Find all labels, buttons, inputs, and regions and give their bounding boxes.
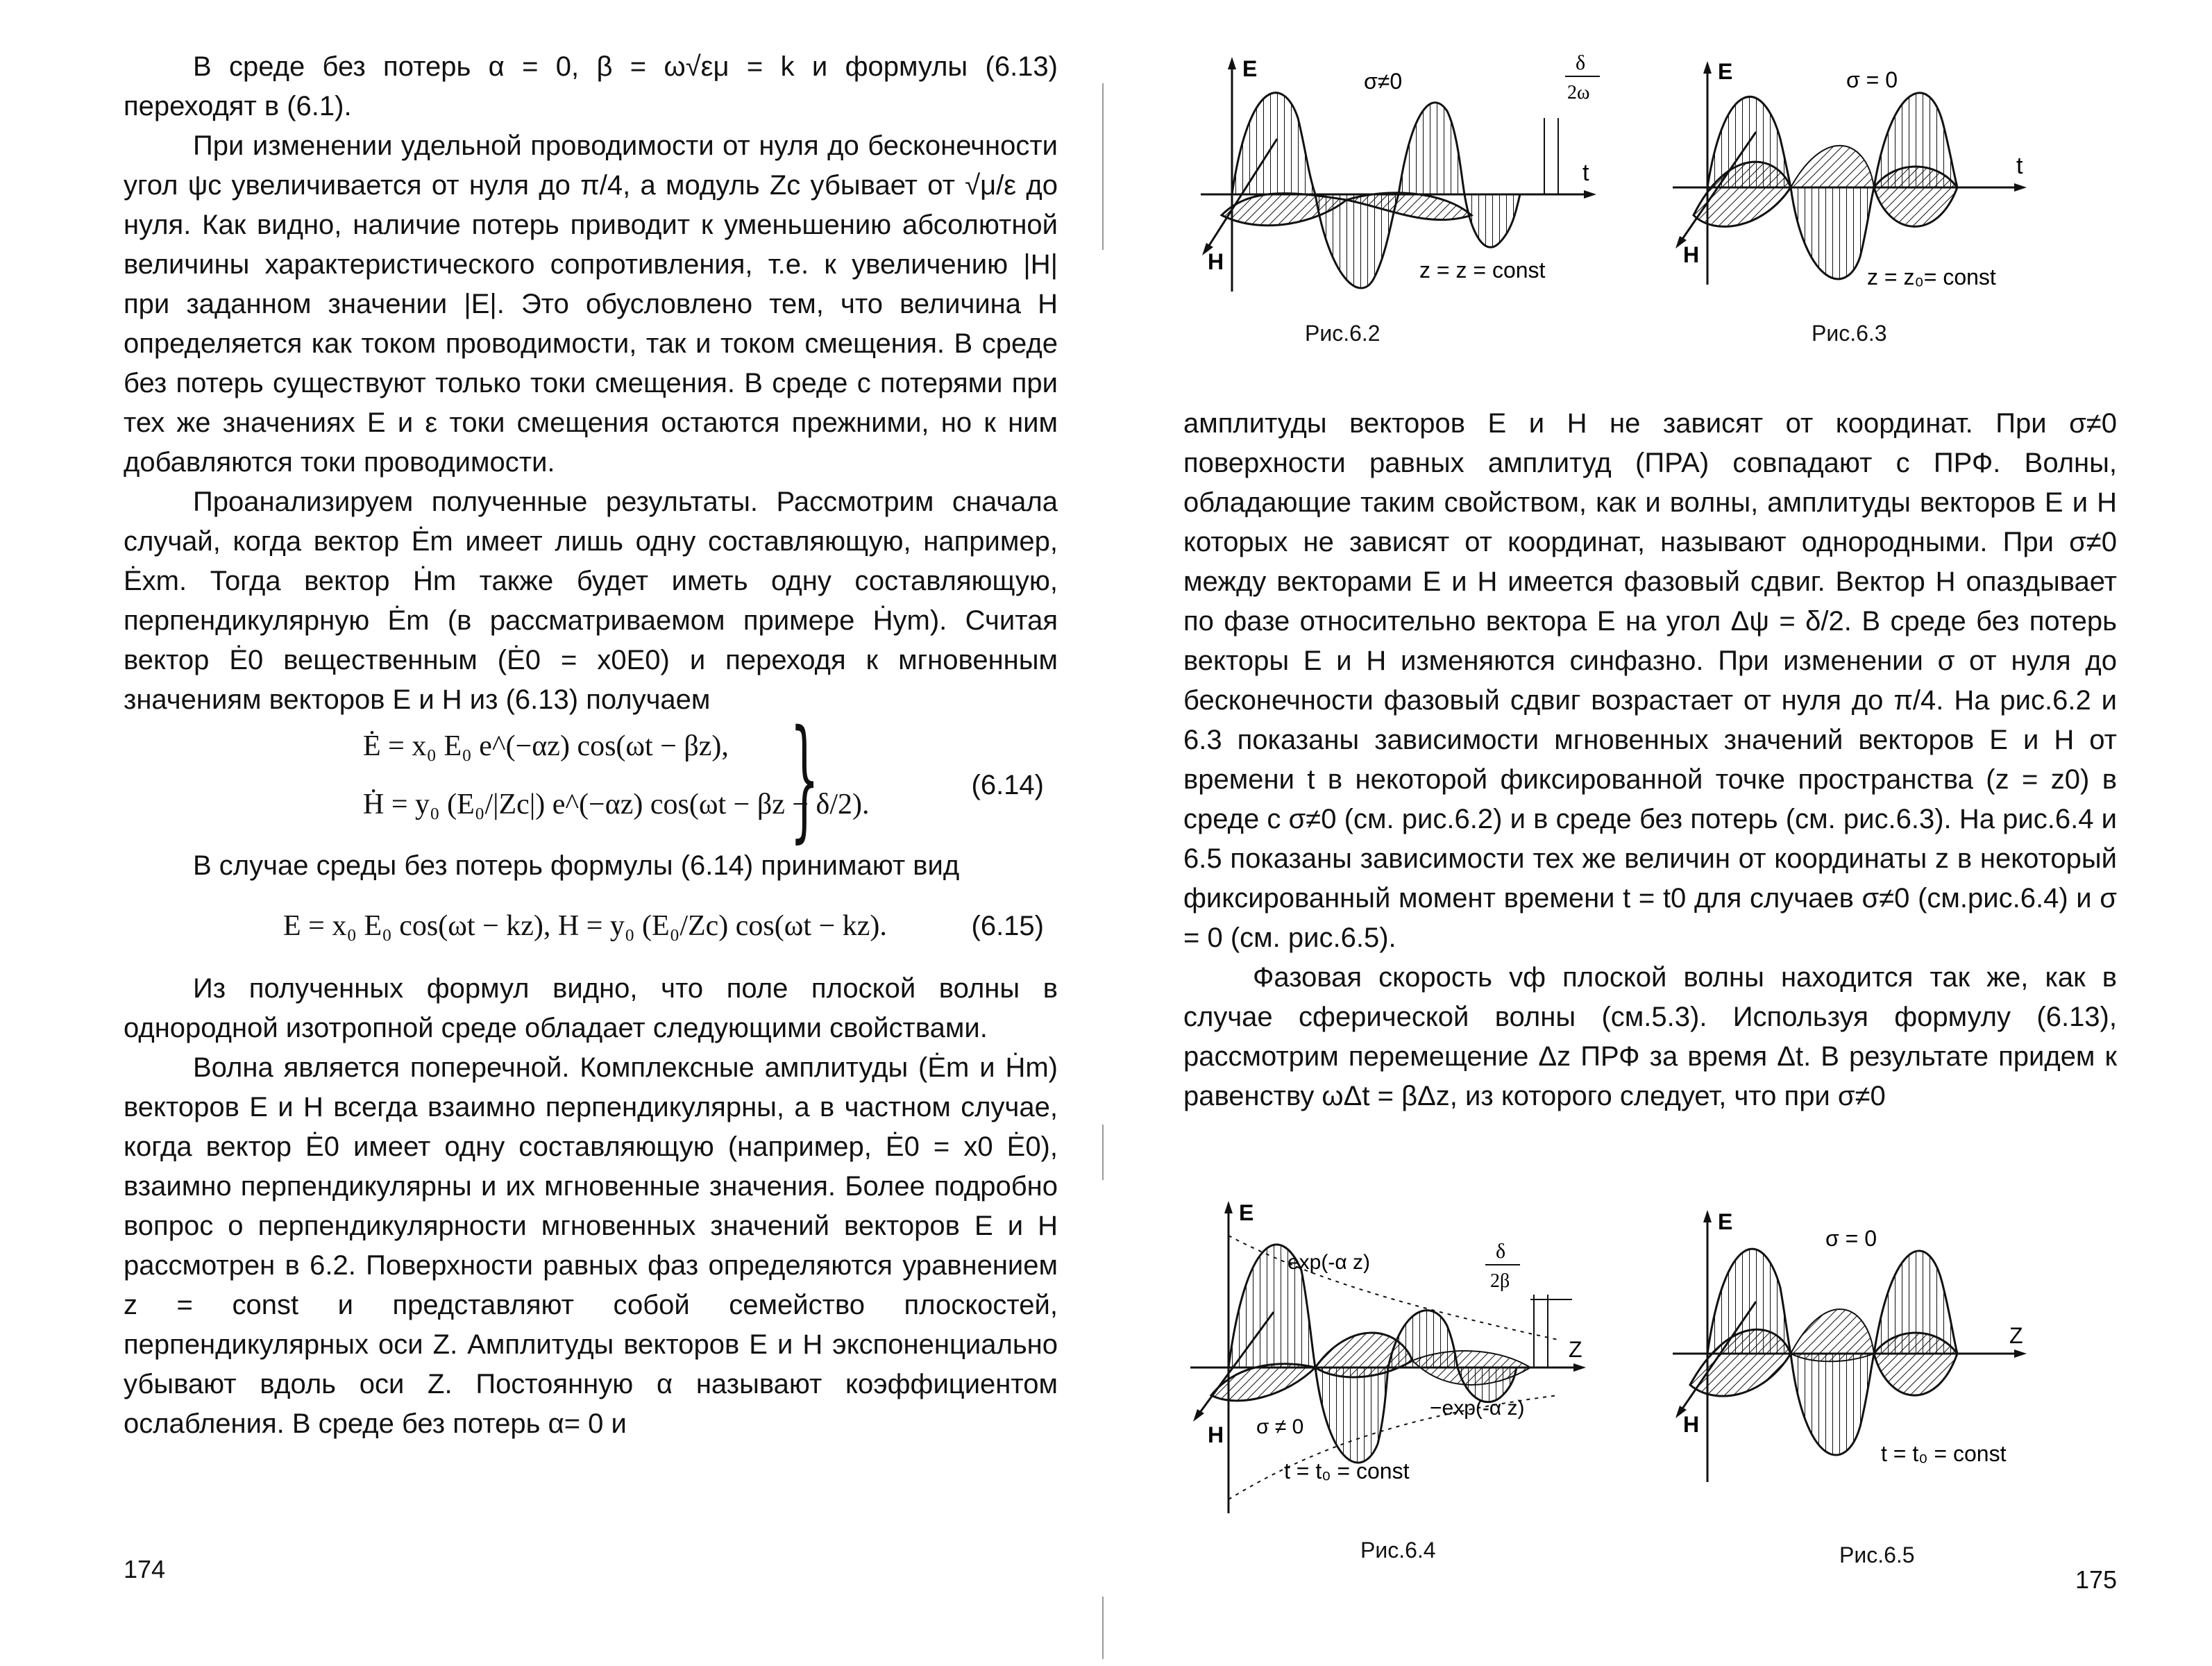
axis-label-t: t <box>2016 153 2023 179</box>
formula-6-15 <box>124 886 1058 969</box>
formula-line: Ḣ = y₀ (E₀/|Zc|) e^(−αz) cos(ωt − βz − δ/2). <box>363 789 870 821</box>
formula-line: E = x₀ E₀ cos(ωt − kz), H = y₀ (E₀/Zc) cos(ωt − kz). <box>283 910 887 942</box>
left-text-column <box>124 47 1058 1444</box>
paragraph: Из полученных формул видно, что поле плоской волны в однородной изотропной среде обладает следующими свойствами. <box>124 973 1058 1043</box>
figure-caption: Рис.6.3 <box>1812 321 1887 346</box>
paragraph: Проанализируем полученные результаты. Рассмотрим сначала случай, когда вектор Ėm имеет лишь одну составляющую, например, Ėxm. Тогда вектор Ḣm также будет иметь одну составляющую, перпендикулярную Ėm (в рассматриваемом примере Ḣym). Считая вектор Ė0 вещественным (Ė0 = x0E0) и переходя к мгновенным значениям векторов E и H из (6.13) получаем <box>124 487 1058 715</box>
brace: } <box>790 702 820 855</box>
const-label: t = t₀ = const <box>1881 1441 2007 1466</box>
figure-caption: Рис.6.4 <box>1360 1538 1436 1563</box>
page-number: 174 <box>124 1555 166 1583</box>
delta-denominator: 2β <box>1490 1270 1510 1292</box>
paragraph: При изменении удельной проводимости от нуля до бесконечности угол ψc увеличивается от нуля до π/4, а модуль Zc убывает от √μ/ε до нуля. Как видно, наличие потерь приводит к уменьшению абсолютной величины характеристического сопротивления, т.е. к увеличению |H| при заданном значении |E|. Это обусловлено тем, что величина H определяется как током проводимости, так и током смещения. В среде без потерь существуют только токи смещения. В среде с потерями при тех же значениях E и ε токи смещения остаются прежними, но к ним добавляются токи проводимости. <box>124 131 1058 478</box>
axis-label-e: E <box>1242 56 1258 81</box>
axis-label-e: E <box>1718 59 1733 84</box>
figure-6-2 <box>1180 49 1624 312</box>
paragraph: Волна является поперечной. Комплексные амплитуды (Ėm и Ḣm) векторов E и H всегда взаимно перпендикулярны, а в частном случае, когда вектор Ė0 имеет одну составляющую (например, Ė0 = x0 Ė0), взаимно перпендикулярны и их мгновенные значения. Более подробно вопрос о перпендикулярности мгновенных значений векторов E и H рассмотрен в 6.2. Поверхности равных фаз определяются уравнением z = const и представляют собой семейство плоскостей, перпендикулярных оси Z. Амплитуды векторов E и H экспоненциально убывают вдоль оси Z. Постоянную α называют коэффициентом ослабления. В среде без потерь α= 0 и <box>124 1052 1058 1439</box>
figure-6-4 <box>1170 1194 1600 1527</box>
figure-6-3 <box>1659 56 2048 305</box>
axis-label-z: Z <box>1569 1337 1582 1362</box>
sigma-label: σ ≠ 0 <box>1256 1415 1304 1438</box>
sigma-label: σ = 0 <box>1846 67 1898 92</box>
figure-6-5 <box>1659 1204 2048 1496</box>
const-label: t = t₀ = const <box>1284 1458 1410 1483</box>
equation-number: (6.15) <box>971 911 1044 941</box>
axis-label-h: H <box>1208 249 1224 274</box>
exp-top-label: exp(-α z) <box>1287 1251 1371 1274</box>
right-text-column <box>1183 404 2117 1116</box>
axis-label-h: H <box>1683 242 1700 267</box>
paragraph: В среде без потерь α = 0, β = ω√εμ = k и формулы (6.13) переходят в (6.1). <box>124 51 1058 121</box>
right-page <box>1104 0 2212 1666</box>
paragraph: В случае среды без потерь формулы (6.14) принимают вид <box>193 850 960 881</box>
const-label: z = z = const <box>1419 258 1546 283</box>
formula-line: Ė = x₀ E₀ e^(−αz) cos(ωt − βz), <box>363 730 729 762</box>
paragraph: Фазовая скорость vф плоской волны находится так же, как в случае сферической волны (см.5.3). Используя формулу (6.13), рассмотрим перемещение Δz ПРФ за время Δt. В результате придем к равенству ωΔt = βΔz, из которого следует, что при σ≠0 <box>1183 962 2117 1111</box>
sigma-label: σ = 0 <box>1825 1226 1877 1251</box>
left-page <box>0 0 1104 1666</box>
axis-label-h: H <box>1208 1422 1224 1447</box>
delta-denominator: 2ω <box>1567 82 1590 103</box>
sigma-label: σ≠0 <box>1364 69 1403 94</box>
exp-bottom-label: −exp(-α z) <box>1430 1397 1525 1420</box>
figure-caption: Рис.6.5 <box>1839 1542 1915 1567</box>
const-label: z = z₀= const <box>1867 264 1996 289</box>
axis-label-z: Z <box>2009 1323 2023 1348</box>
equation-number: (6.14) <box>971 770 1044 800</box>
paragraph: амплитуды векторов E и H не зависят от координат. При σ≠0 поверхности равных амплитуд (ПРА) совпадают с ПРФ. Волны, обладающие таким свойством, как и волны, амплитуды векторов E и H которых не зависят от координат, называют однородными. При σ≠0 между векторами E и H имеется фазовый сдвиг. Вектор H опаздывает по фазе относительно вектора E на угол Δψ = δ/2. В среде без потерь векторы E и H изменяются синфазно. При изменении σ от нуля до бесконечности фазовый сдвиг возрастает от нуля до π/4. На рис.6.2 и 6.3 показаны зависимости мгновенных значений векторов E и H от времени t в некоторой фиксированной точке пространства (z = z0) в среде с σ≠0 (см. рис.6.2) и в среде без потерь (см. рис.6.3). На рис.6.4 и 6.5 показаны зависимости тех же величин от координаты z в некоторый фиксированный момент времени t = t0 для случаев σ≠0 (см.рис.6.4) и σ = 0 (см. рис.6.5). <box>1183 408 2117 953</box>
formula-6-14 <box>124 702 1058 855</box>
delta-numerator: δ <box>1496 1240 1506 1263</box>
axis-label-h: H <box>1683 1412 1700 1437</box>
axis-label-e: E <box>1718 1209 1733 1234</box>
figure-caption: Рис.6.2 <box>1305 321 1381 346</box>
page-number: 175 <box>2075 1565 2118 1594</box>
delta-numerator: δ <box>1576 51 1586 74</box>
axis-label-e: E <box>1239 1200 1254 1225</box>
axis-label-t: t <box>1582 160 1589 186</box>
